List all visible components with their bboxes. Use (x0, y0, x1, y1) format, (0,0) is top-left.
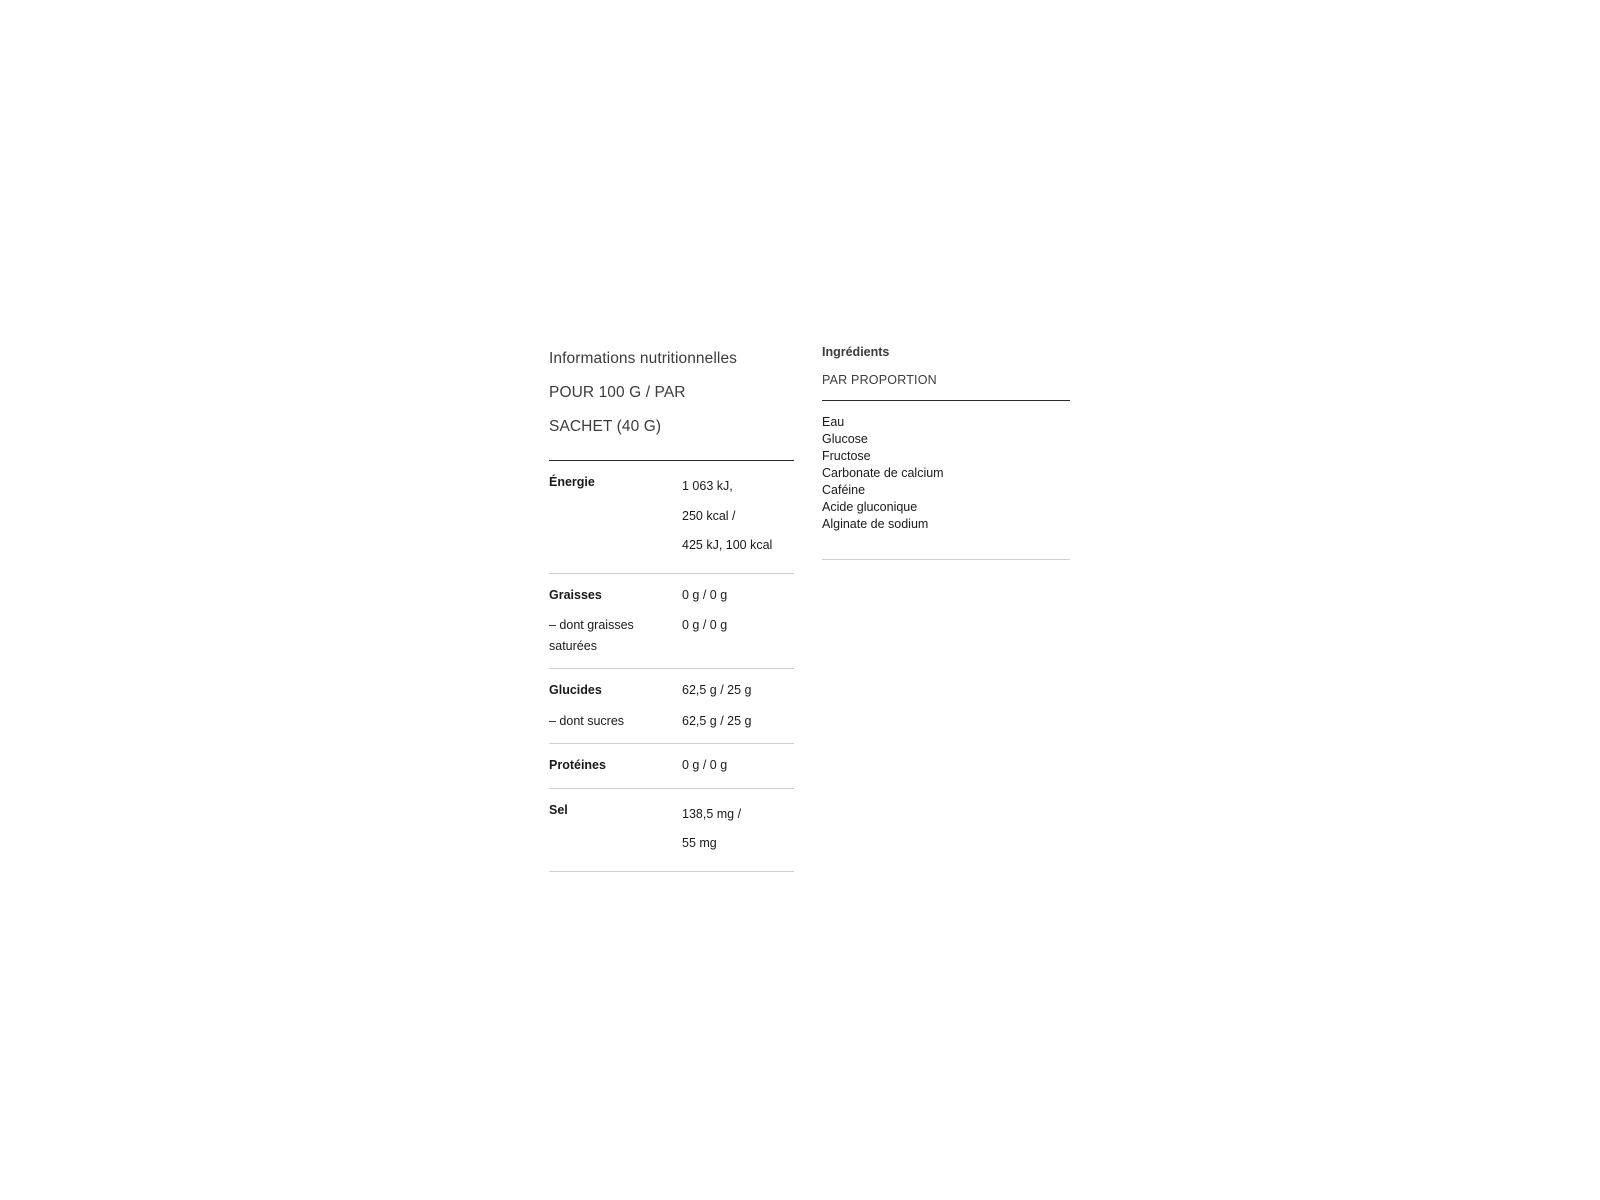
nutrition-label: Graisses (549, 587, 602, 602)
nutrition-label: – dont graisses saturées (549, 618, 634, 653)
nutrition-value (682, 472, 794, 561)
nutrition-group-energy (549, 461, 794, 574)
nutrition-value (682, 711, 794, 732)
list-item: Alginate de sodium (822, 517, 929, 531)
nutrition-value-line: 1 063 kJ, (682, 479, 733, 493)
nutrition-value-line: 250 kcal / (682, 508, 736, 523)
nutrition-value (682, 585, 794, 606)
nutrition-value-line: 62,5 g / 25 g (682, 713, 752, 728)
nutrition-label: Sel (549, 802, 568, 817)
table-row (549, 615, 794, 656)
table-row (549, 585, 794, 606)
nutrition-heading: Informations nutritionnelles (549, 350, 738, 367)
table-row (549, 800, 794, 859)
nutrition-value (682, 755, 794, 776)
list-item: Fructose (822, 449, 871, 463)
list-item: Glucose (822, 432, 868, 446)
nutrition-subheading-line1: POUR 100 G / PAR (549, 384, 686, 401)
nutrition-value-line: 138,5 mg / (682, 806, 742, 821)
nutrition-group-carbohydrates (549, 669, 794, 744)
nutrition-value (682, 615, 794, 636)
table-row (549, 680, 794, 701)
nutrition-information-section (549, 342, 794, 872)
ingredients-heading: Ingrédients (822, 345, 890, 359)
nutrition-group-salt (549, 789, 794, 872)
ingredients-section (822, 342, 1070, 560)
nutrition-label: Glucides (549, 683, 602, 697)
table-row (549, 711, 794, 732)
nutrition-value (682, 680, 794, 701)
nutrition-label: – dont sucres (549, 713, 625, 728)
nutrition-value-line: 62,5 g / 25 g (682, 683, 752, 697)
nutrition-value-line: 55 mg (682, 836, 717, 850)
ingredients-divider-bottom (822, 559, 1070, 560)
list-item: Acide gluconique (822, 500, 918, 514)
table-row (549, 472, 794, 561)
nutrition-label: Énergie (549, 475, 595, 489)
nutrition-subheading-line2: SACHET (40 G) (549, 418, 662, 435)
list-item: Carbonate de calcium (822, 466, 944, 480)
table-row (549, 755, 794, 776)
nutrition-table (549, 460, 794, 872)
nutrition-value-line: 0 g / 0 g (682, 587, 728, 602)
nutrition-value-line: 425 kJ, 100 kcal (682, 538, 773, 552)
nutrition-value (682, 800, 794, 859)
nutrition-value-line: 0 g / 0 g (682, 758, 728, 772)
list-item: Eau (822, 415, 845, 429)
ingredients-list (822, 401, 1070, 533)
ingredients-subheading: PAR PROPORTION (822, 373, 937, 387)
nutrition-label: Protéines (549, 758, 606, 772)
nutrition-value-line: 0 g / 0 g (682, 618, 728, 632)
list-item: Caféine (822, 483, 866, 497)
nutrition-group-fats (549, 574, 794, 670)
nutrition-group-proteins (549, 744, 794, 789)
